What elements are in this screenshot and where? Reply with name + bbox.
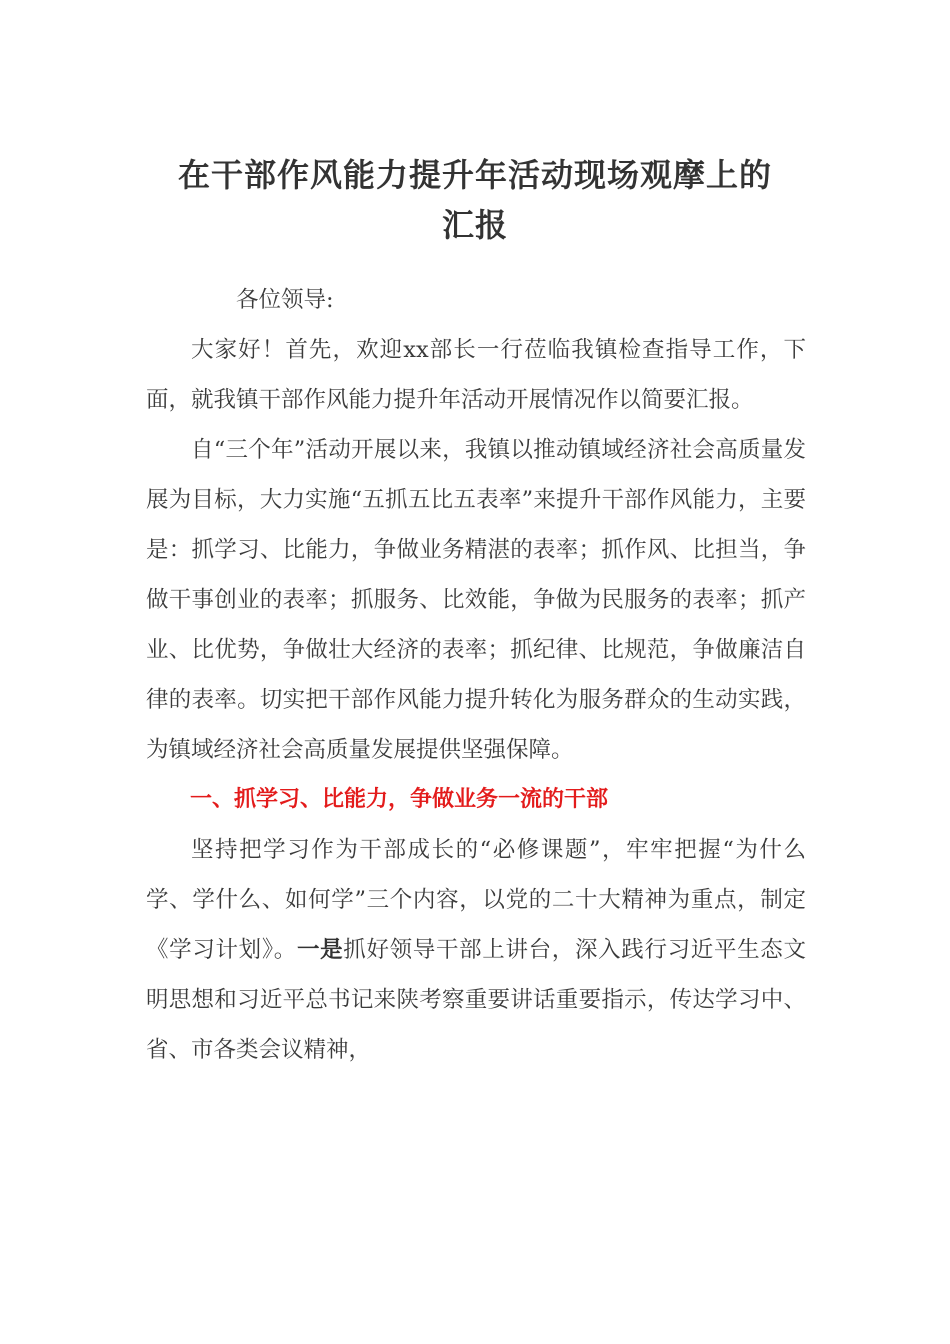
paragraph-overview: 自“三个年”活动开展以来，我镇以推动镇域经济社会高质量发展为目标，大力实施“五抓五比五表率”来提升干部作风能力，主要是：抓学习、比能力，争做业务精湛的表率；抓作风、比担当，争做干事创业的表率；抓服务、比效能，争做为民服务的表率；抓产业、比优势，争做壮大经济的表率；抓纪律、比规范，争做廉洁自律的表率。切实把干部作风能力提升转化为服务群众的生动实践，为镇域经济社会高质量发展提供坚强保障。 [146, 437, 806, 763]
salutation-text: 各位领导: [236, 287, 334, 313]
document-title [120, 150, 830, 250]
title-line-2: 汇报 [441, 206, 508, 244]
salutation [146, 275, 806, 325]
paragraph-study-part1: 坚持把学习作为干部成长的“必修课题”，牢牢把握“为什么学、学什么、如何学”三个内容，以党的二十大精神为重点，制定《学习计划》。 [146, 837, 806, 963]
paragraph-study-bold: 一是 [296, 937, 344, 963]
title-line-1: 在干部作风能力提升年活动现场观摩上的 [177, 156, 772, 194]
paragraph-study-part2: 抓好领导干部上讲台，深入践行习近平生态文明思想和习近平总书记来陕考察重要讲话重要指示，传达学习中、省、市各类会议精神， [146, 937, 806, 1063]
section-heading-1: 一、抓学习、比能力，争做业务一流的干部 [190, 787, 609, 812]
paragraph-study [146, 825, 806, 1075]
document-body [146, 275, 806, 1075]
paragraph-greeting: 大家好！首先，欢迎xx部长一行莅临我镇检查指导工作，下面，就我镇干部作风能力提升年活动开展情况作以简要汇报。 [146, 337, 806, 413]
